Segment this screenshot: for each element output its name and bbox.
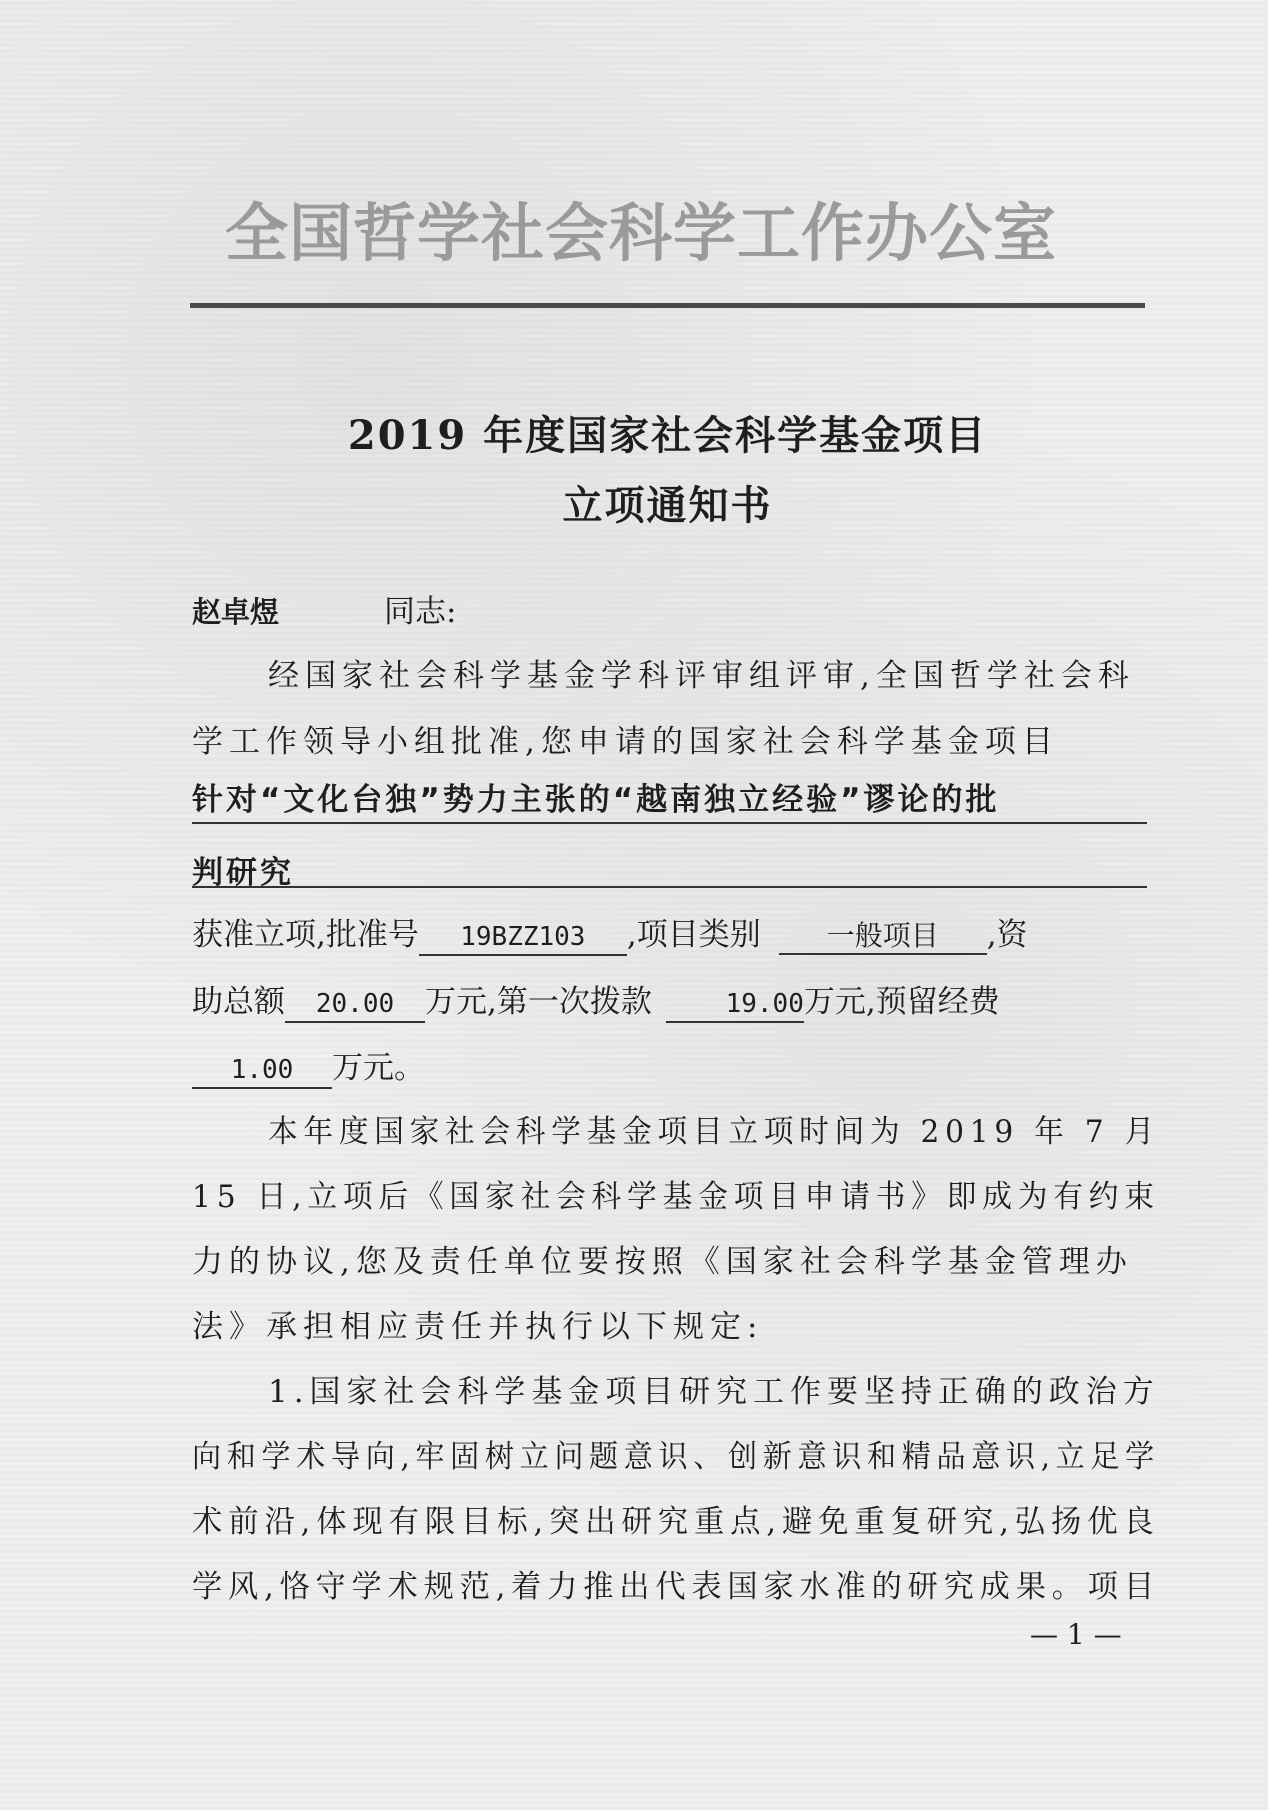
project-title-line-1: 针对“文化台独”势力主张的“越南独立经验”谬论的批 bbox=[192, 782, 1000, 818]
approval-line bbox=[192, 915, 1028, 956]
total-amount: 20.00 bbox=[285, 987, 425, 1023]
category-label: ,项目类别 bbox=[626, 917, 761, 953]
reserved-label: 万元,预留经费 bbox=[803, 984, 1000, 1020]
approval-number: 19BZZ103 bbox=[419, 920, 627, 956]
office-header: 全国哲学社会科学工作办公室 bbox=[225, 197, 1057, 270]
total-label: 助总额 bbox=[192, 984, 285, 1020]
project-title-underline-1 bbox=[192, 822, 1147, 824]
first-payment-label: 万元,第一次拨款 bbox=[425, 984, 652, 1020]
reserved-amount: 1.00 bbox=[192, 1053, 332, 1089]
rule1-line-2: 向和学术导向,牢固树立问题意识、创新意识和精品意识,立足学 bbox=[192, 1439, 1160, 1475]
para2-line-1: 本年度国家社会科学基金项目立项时间为 2019 年 7 月 bbox=[268, 1114, 1160, 1150]
first-payment-amount: 19.00 bbox=[666, 987, 804, 1023]
project-title-underline-2 bbox=[192, 886, 1147, 888]
salutation-suffix: 同志: bbox=[384, 594, 457, 630]
reserved-line bbox=[192, 1048, 425, 1089]
end-label: 万元。 bbox=[332, 1050, 425, 1086]
para2-line-4: 法》承担相应责任并执行以下规定: bbox=[192, 1309, 764, 1345]
salutation bbox=[192, 592, 456, 632]
intro-line-1: 经国家社会科学基金学科评审组评审,全国哲学社会科 bbox=[268, 658, 1135, 694]
approved-label: 获准立项,批准号 bbox=[192, 917, 419, 953]
rule1-line-4: 学风,恪守学术规范,着力推出代表国家水准的研究成果。项目 bbox=[192, 1569, 1160, 1605]
header-divider bbox=[190, 303, 1145, 308]
para2-line-2: 15 日,立项后《国家社会科学基金项目申请书》即成为有约束 bbox=[192, 1179, 1160, 1215]
rule1-line-1: 1.国家社会科学基金项目研究工作要坚持正确的政治方 bbox=[268, 1374, 1160, 1410]
project-title-line-2: 判研究 bbox=[192, 855, 294, 891]
intro-line-2: 学工作领导小组批准,您申请的国家社会科学基金项目 bbox=[192, 724, 1059, 760]
document-title-line1: 2019 年度国家社会科学基金项目 bbox=[347, 412, 988, 459]
project-category: 一般项目 bbox=[779, 919, 987, 955]
recipient-name: 赵卓煜 bbox=[192, 595, 280, 629]
document-title-line2: 立项通知书 bbox=[562, 482, 773, 529]
fund-label-prefix: ,资 bbox=[986, 917, 1028, 953]
para2-line-3: 力的协议,您及责任单位要按照《国家社会科学基金管理办 bbox=[192, 1244, 1133, 1280]
funding-line bbox=[192, 982, 1000, 1023]
page-number: — 1 — bbox=[1030, 1618, 1122, 1651]
rule1-line-3: 术前沿,体现有限目标,突出研究重点,避免重复研究,弘扬优良 bbox=[192, 1504, 1160, 1540]
